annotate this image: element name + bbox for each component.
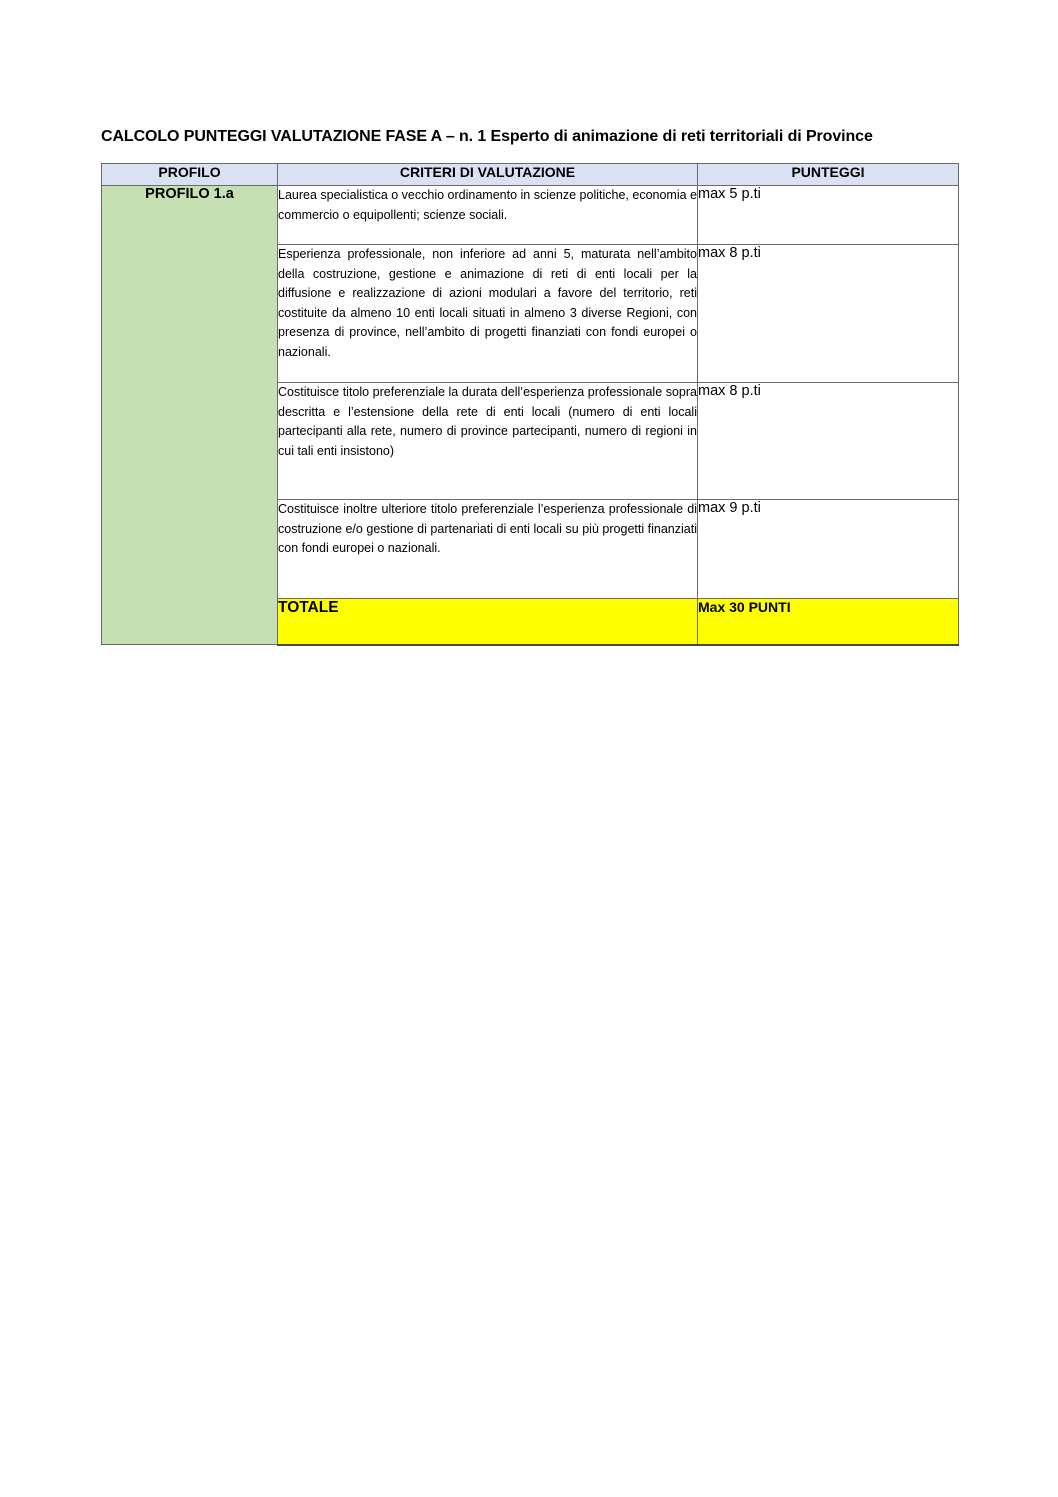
evaluation-table [101, 163, 959, 646]
document-title: CALCOLO PUNTEGGI VALUTAZIONE FASE A – n. 1 Esperto di animazione di reti territoriali di Province [101, 128, 873, 145]
total-points: Max 30 PUNTI [698, 599, 959, 645]
header-points: PUNTEGGI [698, 164, 959, 186]
header-criteria: CRITERI DI VALUTAZIONE [278, 164, 698, 186]
profile-cell: PROFILO 1.a [102, 186, 278, 645]
table-row [102, 186, 959, 245]
criterion-cell: Costituisce titolo preferenziale la durata dell’esperienza professionale sopra descritta e l’estensione della rete di enti locali (numero di enti locali partecipanti alla rete, numero di province partecipanti, numero di regioni in cui tali enti insistono) [278, 383, 698, 500]
header-profile: PROFILO [102, 164, 278, 186]
criterion-cell: Costituisce inoltre ulteriore titolo preferenziale l’esperienza professionale di costruzione e/o gestione di partenariati di enti locali su più progetti finanziati con fondi europei o nazionali. [278, 500, 698, 599]
criterion-cell: Esperienza professionale, non inferiore ad anni 5, maturata nell’ambito della costruzione, gestione e animazione di reti di enti locali per la diffusione e realizzazione di azioni modulari a favore del territorio, reti costituite da almeno 10 enti locali situati in almeno 3 diverse Regioni, con presenza di province, nell’ambito di progetti finanziati con fondi europei o nazionali. [278, 245, 698, 383]
criterion-cell: Laurea specialistica o vecchio ordinamento in scienze politiche, economia e commercio o equipollenti; scienze sociali. [278, 186, 698, 245]
points-cell: max 8 p.ti [698, 383, 959, 500]
total-label: TOTALE [278, 599, 698, 645]
points-cell: max 9 p.ti [698, 500, 959, 599]
points-cell: max 5 p.ti [698, 186, 959, 245]
table-header-row [102, 164, 959, 186]
points-cell: max 8 p.ti [698, 245, 959, 383]
